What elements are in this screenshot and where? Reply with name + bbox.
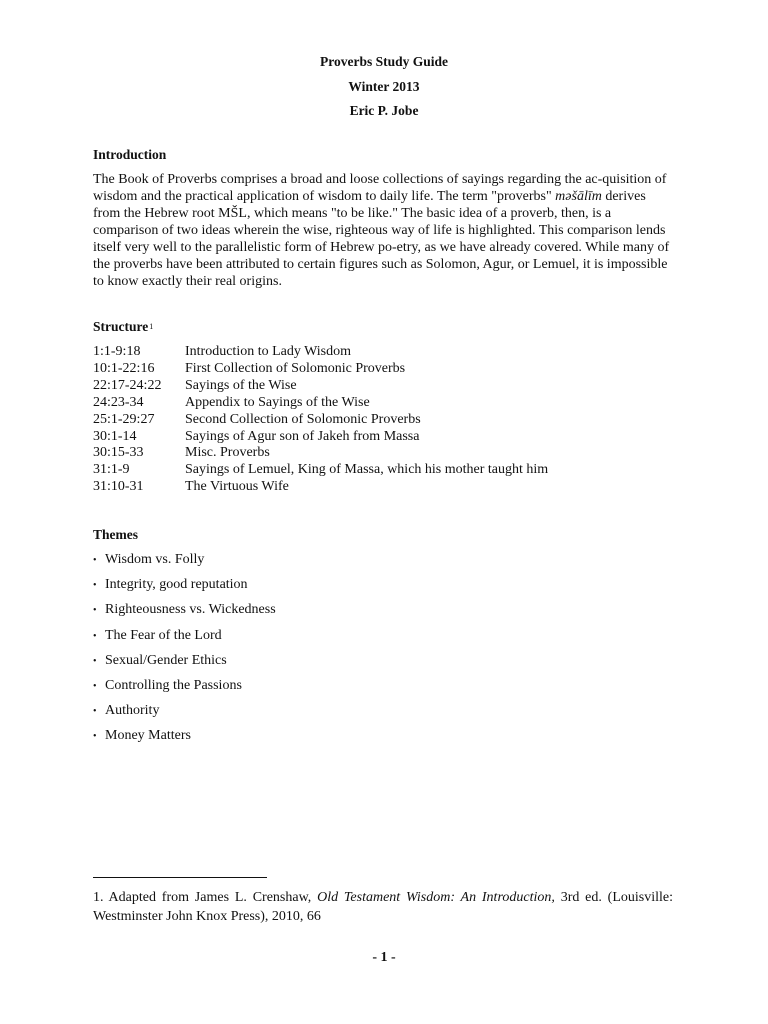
bullet-icon: •	[93, 681, 97, 693]
structure-ref: 22:17-24:22	[93, 377, 162, 393]
structure-row	[93, 395, 693, 412]
list-item	[93, 674, 276, 699]
list-item	[93, 649, 276, 674]
introduction-text-part-2: derives from the Hebrew root MŠL, which means "to be like." The basic idea of a proverb, then, is a comparison of two ideas wherein the wise, righteous way of life is highlighted. This comparison lends itself very well to the parallelistic form of Hebrew po-etry, as we have already covered. While many of the proverbs have been attributed to certain figures such as Solomon, Agur, or Lemuel, it is impossible to know exactly their real origins.	[93, 189, 670, 289]
structure-desc: Second Collection of Solomonic Proverbs	[185, 411, 421, 427]
structure-row	[93, 462, 693, 479]
bullet-icon: •	[93, 706, 97, 718]
structure-ref: 30:1-14	[93, 428, 137, 444]
structure-row	[93, 445, 693, 462]
document-title: Proverbs Study Guide	[319, 54, 449, 69]
structure-desc: The Virtuous Wife	[185, 479, 289, 495]
structure-row	[93, 479, 693, 496]
structure-table	[93, 344, 693, 496]
list-item	[93, 624, 276, 649]
structure-ref: 30:15-33	[93, 445, 144, 461]
theme-text: Money Matters	[105, 728, 191, 744]
introduction-text-part-1: The Book of Proverbs comprises a broad and loose collections of sayings regarding the ac-quisition of wisdom and the practical application of wisdom to daily life. The term "proverbs"	[93, 172, 667, 204]
structure-desc: Misc. Proverbs	[185, 445, 270, 461]
footnote-prefix: Adapted from James L. Crenshaw,	[108, 890, 312, 905]
structure-desc: Sayings of Lemuel, King of Massa, which his mother taught him	[185, 462, 549, 478]
structure-row	[93, 412, 693, 429]
theme-text: Authority	[105, 703, 160, 719]
footnote	[93, 888, 673, 926]
bullet-icon: •	[93, 655, 97, 667]
theme-text: Sexual/Gender Ethics	[105, 652, 227, 668]
page-number: - 1 -	[372, 950, 396, 965]
structure-desc: Sayings of Agur son of Jakeh from Massa	[185, 428, 420, 444]
document-author: Eric P. Jobe	[349, 103, 419, 118]
document-header	[0, 50, 768, 124]
structure-ref: 24:23-34	[93, 394, 144, 410]
theme-text: Integrity, good reputation	[105, 577, 248, 593]
theme-text: Controlling the Passions	[105, 678, 242, 694]
document-term: Winter 2013	[348, 78, 420, 94]
structure-heading-text: Structure	[93, 319, 149, 334]
structure-desc: Introduction to Lady Wisdom	[185, 344, 351, 359]
structure-ref: 31:10-31	[93, 479, 144, 495]
bullet-icon: •	[93, 605, 97, 617]
list-item	[93, 724, 276, 749]
theme-text: Righteousness vs. Wickedness	[105, 602, 276, 618]
introduction-paragraph	[93, 171, 670, 290]
list-item	[93, 699, 276, 724]
bullet-icon: •	[93, 555, 97, 566]
footnote-book-title: Old Testament Wisdom: An Introduction,	[317, 890, 555, 905]
theme-text: The Fear of the Lord	[105, 627, 222, 643]
bullet-icon: •	[93, 580, 97, 592]
list-item	[93, 598, 276, 623]
structure-row	[93, 429, 693, 446]
footnote-divider	[93, 877, 267, 878]
footnote-suffix: 3rd ed. (Louisville: Westminster John Knox Press), 2010, 66	[93, 890, 674, 924]
structure-row	[93, 344, 693, 361]
bullet-icon: •	[93, 731, 97, 743]
list-item	[93, 548, 276, 573]
structure-heading	[93, 319, 153, 335]
introduction-heading: Introduction	[93, 147, 167, 162]
footnote-number: 1.	[93, 890, 104, 905]
structure-row	[93, 361, 693, 378]
structure-desc: Appendix to Sayings of the Wise	[185, 394, 370, 410]
structure-ref: 31:1-9	[93, 462, 130, 478]
structure-ref: 25:1-29:27	[93, 411, 155, 427]
themes-list	[93, 548, 276, 750]
hebrew-term: məšālīm	[555, 189, 602, 204]
list-item	[93, 573, 276, 598]
structure-row	[93, 378, 693, 395]
footnote-marker: 1	[149, 322, 154, 331]
structure-desc: Sayings of the Wise	[185, 377, 297, 393]
themes-heading: Themes	[93, 527, 138, 542]
structure-ref: 1:1-9:18	[93, 344, 141, 359]
bullet-icon: •	[93, 630, 97, 642]
structure-desc: First Collection of Solomonic Proverbs	[185, 360, 406, 376]
theme-text: Wisdom vs. Folly	[105, 552, 205, 567]
structure-ref: 10:1-22:16	[93, 360, 155, 376]
